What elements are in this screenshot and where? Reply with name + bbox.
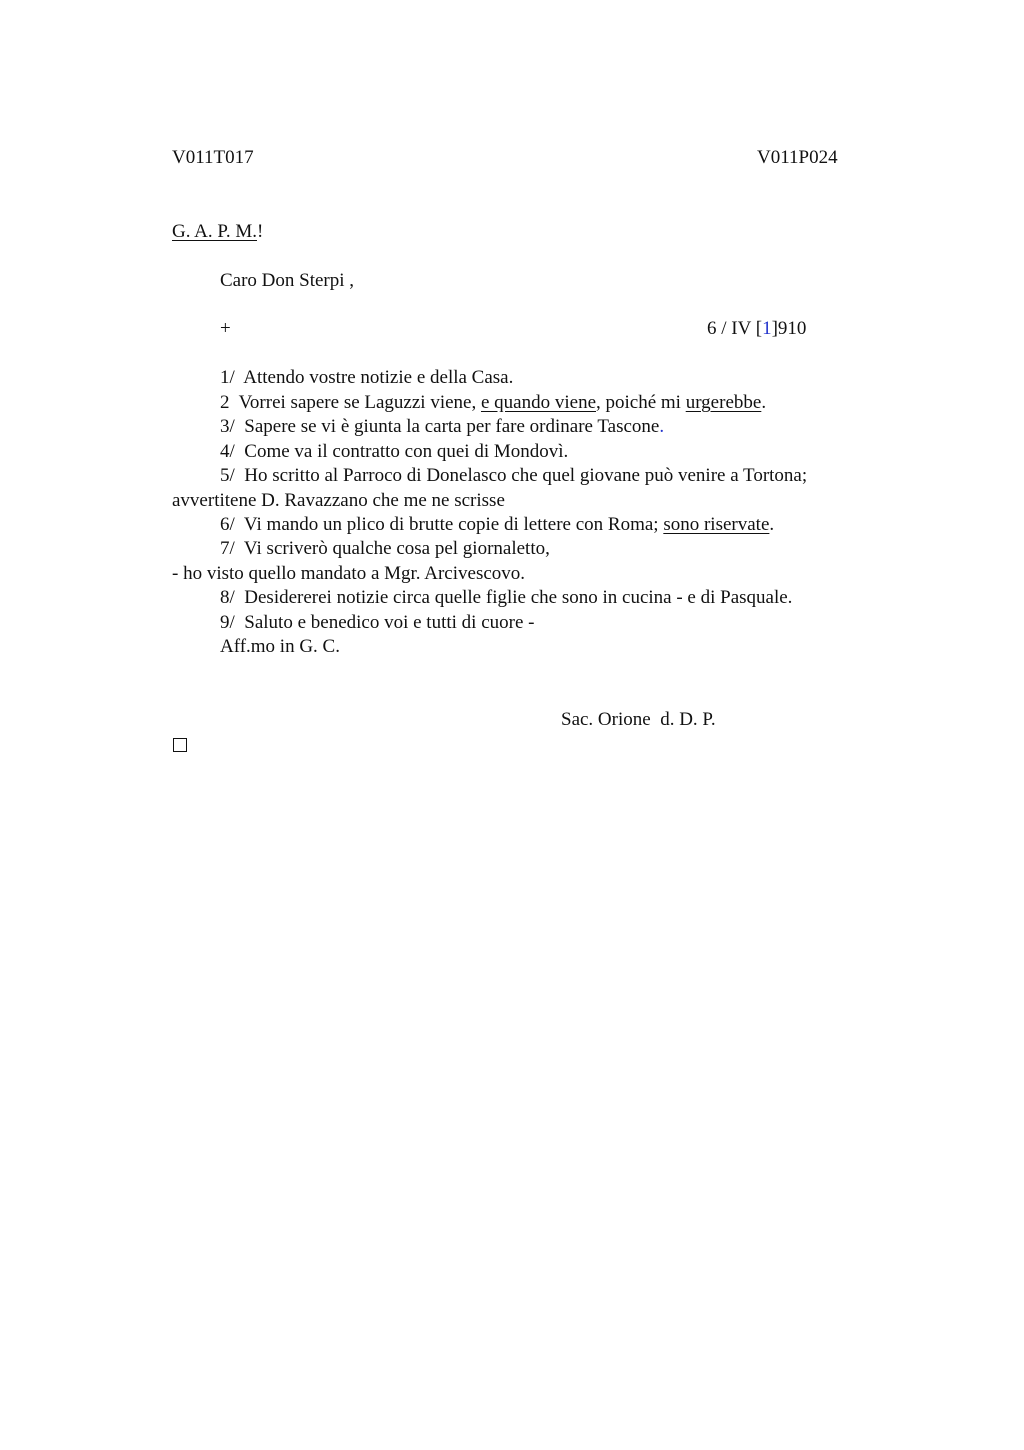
item-6-text: 6/ Vi mando un plico di brutte copie di lettere con Roma; bbox=[220, 514, 664, 535]
item-2-underlined-b: urgerebbe bbox=[685, 392, 762, 413]
item-1: 1/ Attendo vostre notizie e della Casa. bbox=[220, 367, 514, 388]
item-7-line-2: - ho visto quello mandato a Mgr. Arcivescovo. bbox=[172, 563, 526, 584]
invocation-text: G. A. P. M. bbox=[172, 221, 257, 242]
item-2-text-a: 2 Vorrei sapere se Laguzzi viene, bbox=[220, 392, 481, 413]
item-9: 9/ Saluto e benedico voi e tutti di cuore - bbox=[220, 612, 535, 633]
item-2 bbox=[220, 391, 766, 415]
item-5-line-2: avvertitene D. Ravazzano che me ne scrisse bbox=[172, 490, 505, 511]
item-8: 8/ Desidererei notizie circa quelle figlie che sono in cucina - e di Pasquale. bbox=[220, 587, 793, 608]
salutation: Caro Don Sterpi , bbox=[220, 270, 355, 291]
item-6-underlined: sono riservate bbox=[663, 514, 770, 535]
date-suffix: ]910 bbox=[771, 318, 807, 339]
end-box-icon bbox=[173, 738, 187, 752]
item-5-line-1: 5/ Ho scritto al Parroco di Donelasco che quel giovane può venire a Tortona; bbox=[220, 465, 808, 486]
item-3-text: 3/ Sapere se vi è giunta la carta per fare ordinare Tascone bbox=[220, 416, 660, 437]
item-7-line-1: 7/ Vi scriverò qualche cosa pel giornaletto, bbox=[220, 538, 550, 559]
cross-symbol: + bbox=[220, 318, 231, 339]
item-2-text-c: , poiché mi bbox=[596, 392, 686, 413]
date-prefix: 6 / IV [ bbox=[707, 318, 763, 339]
item-3 bbox=[220, 415, 664, 439]
invocation bbox=[172, 220, 263, 244]
item-4: 4/ Come va il contratto con quei di Mondovì. bbox=[220, 441, 569, 462]
item-6-period: . bbox=[769, 514, 775, 535]
item-2-underlined-a: e quando viene bbox=[480, 392, 596, 413]
item-3-period: . bbox=[659, 416, 665, 437]
invocation-suffix: ! bbox=[257, 221, 264, 242]
closing: Aff.mo in G. C. bbox=[220, 636, 340, 657]
item-2-period: . bbox=[761, 392, 767, 413]
header-right-code: V011P024 bbox=[757, 147, 838, 168]
letter-date bbox=[707, 317, 806, 341]
item-6 bbox=[220, 513, 774, 537]
signature: Sac. Orione d. D. P. bbox=[561, 709, 716, 730]
date-bracket-digit: 1 bbox=[762, 318, 772, 339]
header-left-code: V011T017 bbox=[172, 147, 254, 168]
